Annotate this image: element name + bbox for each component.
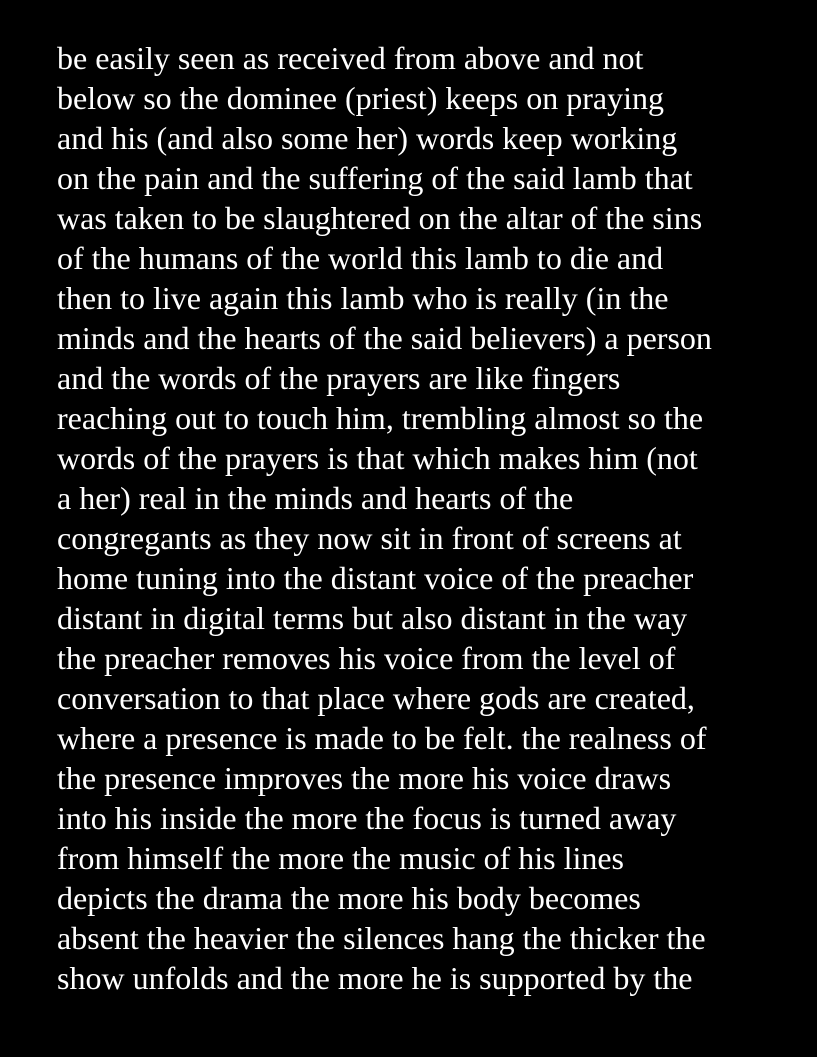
text-line: home tuning into the distant voice of the preacher	[57, 560, 694, 596]
text-line: into his inside the more the focus is turned away	[57, 800, 677, 836]
text-line: where a presence is made to be felt. the realness of	[57, 720, 707, 756]
text-line: and his (and also some her) words keep working	[57, 120, 678, 156]
text-line: reaching out to touch him, trembling almost so the	[57, 400, 704, 436]
text-line: was taken to be slaughtered on the altar of the sins	[57, 200, 703, 236]
text-line: conversation to that place where gods are created,	[57, 680, 695, 716]
text-line: words of the prayers is that which makes him (not	[57, 440, 698, 476]
text-line: then to live again this lamb who is really (in the	[57, 280, 669, 316]
text-line: minds and the hearts of the said believers) a person	[57, 320, 712, 356]
text-line: distant in digital terms but also distant in the way	[57, 600, 688, 636]
body-text	[57, 38, 797, 998]
text-line: and the words of the prayers are like fingers	[57, 360, 621, 396]
text-line: of the humans of the world this lamb to die and	[57, 240, 664, 276]
text-line: congregants as they now sit in front of screens at	[57, 520, 682, 556]
text-line: the presence improves the more his voice draws	[57, 760, 672, 796]
text-line: be easily seen as received from above and not	[57, 40, 644, 76]
text-line: from himself the more the music of his lines	[57, 840, 624, 876]
text-line: the preacher removes his voice from the level of	[57, 640, 676, 676]
text-line: a her) real in the minds and hearts of the	[57, 480, 574, 516]
text-line: show unfolds and the more he is supported by the	[57, 960, 693, 996]
text-line: absent the heavier the silences hang the thicker the	[57, 920, 706, 956]
text-line: below so the dominee (priest) keeps on praying	[57, 80, 664, 116]
text-line: on the pain and the suffering of the said lamb that	[57, 160, 693, 196]
text-line: depicts the drama the more his body becomes	[57, 880, 641, 916]
